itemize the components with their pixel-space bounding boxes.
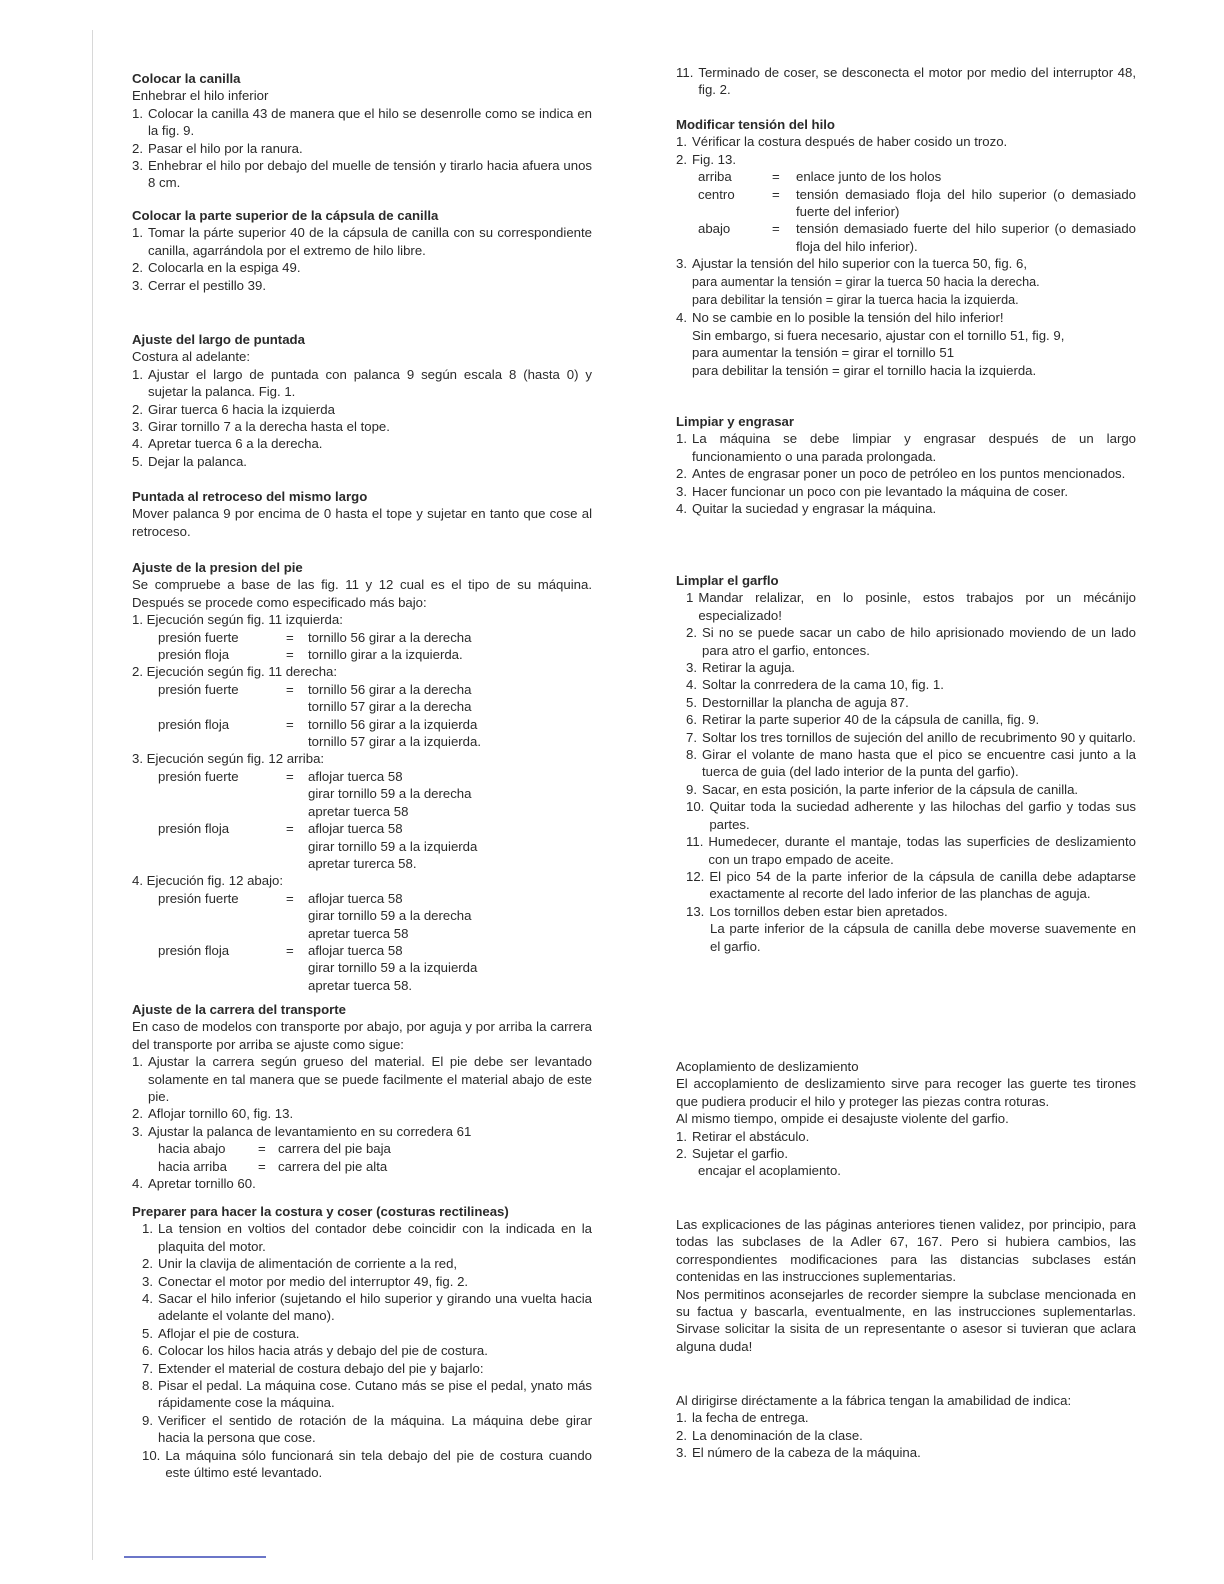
item-text: Colocarla en la espiga 49. xyxy=(148,260,301,276)
list-item xyxy=(686,676,1136,693)
section-fabrica xyxy=(676,1392,1136,1462)
item-text: La tension en voltios del contador debe coincidir con la indicada en la plaquita del motor. xyxy=(158,1221,592,1254)
item-text xyxy=(692,255,1136,309)
item-number: 1. xyxy=(676,1410,687,1426)
pressure-value xyxy=(308,681,592,716)
item-number: 3. xyxy=(132,1123,143,1139)
item-number: 10. xyxy=(142,1447,161,1463)
item-text: Ajustar la carrera según grueso del material. El pie debe ser levantado solamente en tal manera que se puede facilmente el material abajo de este pie. xyxy=(148,1054,592,1105)
value-line: tornillo 56 girar a la izquierda xyxy=(308,716,478,732)
paragraph: Al dirigirse diréctamente a la fábrica tengan la amabilidad de indica: xyxy=(676,1393,1072,1408)
numbered-list xyxy=(676,589,1136,920)
item-number: 3. xyxy=(142,1273,153,1289)
pressure-label: presión fuerte xyxy=(158,890,239,906)
list-item xyxy=(132,105,592,140)
list-item xyxy=(676,500,1136,517)
item-number: 3. xyxy=(676,256,687,272)
item-number: 3. xyxy=(132,277,143,293)
item-number: 1. xyxy=(676,134,687,150)
item-text: Pisar el pedal. La máquina cose. Cutano más se pise el pedal, ynato más rápidamente cose la máquina. xyxy=(158,1378,592,1411)
item-number: 2. xyxy=(676,151,687,167)
item-text: Hacer funcionar un poco con pie levantado la máquina de coser. xyxy=(692,483,1069,499)
ejecucion-4 xyxy=(132,872,592,994)
item-text: Ajustar la palanca de levantamiento en su corredera 61 xyxy=(148,1123,472,1139)
list-item xyxy=(686,694,1136,711)
item-text: La máquina sólo funcionará sin tela debajo del pie de costura cuando este último esté levantado. xyxy=(165,1447,592,1481)
text-line: Ajustar la tensión del hilo superior con la tuerca 50, fig. 6, xyxy=(692,256,1028,272)
item-number: 2. xyxy=(676,466,687,482)
numbered-list xyxy=(132,105,592,192)
list-item xyxy=(676,430,1136,465)
value-line: tornillo 56 girar a la derecha xyxy=(308,681,472,697)
section-presion-pie xyxy=(132,559,592,994)
list-item xyxy=(676,64,1136,99)
item-number: 1. xyxy=(676,1128,687,1144)
pressure-value xyxy=(308,716,592,751)
item-number: 11. xyxy=(686,834,704,850)
list-item xyxy=(686,798,1136,833)
item-text: Fig. 13. xyxy=(692,151,736,167)
list-item xyxy=(142,1412,592,1447)
pressure-label: presión fuerte xyxy=(158,681,239,697)
equals-sign: = xyxy=(772,186,780,202)
equals-sign: = xyxy=(286,681,294,697)
ejecucion-heading: 1. Ejecución según fig. 11 izquierda: xyxy=(132,612,343,628)
equals-sign: = xyxy=(258,1141,266,1157)
value-line: apretar turerca 58. xyxy=(308,855,417,871)
equals-sign: = xyxy=(286,942,294,958)
item-text: Girar tornillo 7 a la derecha hasta el tope. xyxy=(148,419,390,435)
ejecucion-heading: 4. Ejecución fig. 12 abajo: xyxy=(132,873,284,889)
section-title: Ajuste de la carrera del transporte xyxy=(132,1002,347,1017)
equals-sign: = xyxy=(286,821,294,837)
list-item xyxy=(132,224,592,259)
list-item xyxy=(132,453,592,470)
ejecucion-2 xyxy=(132,663,592,750)
list-item xyxy=(132,1123,592,1140)
pressure-row xyxy=(132,768,592,820)
section-ajuste-largo xyxy=(132,331,592,470)
item-text: Sacar el hilo inferior (sujetando el hilo superior y girando una vuelta hacia adelante el volante del mano). xyxy=(158,1291,592,1324)
item-number: 9. xyxy=(142,1412,153,1428)
equals-sign: = xyxy=(286,629,294,645)
item-text: Conectar el motor por medio del interruptor 49, fig. 2. xyxy=(158,1273,469,1289)
section-title: Acoplamiento de deslizamiento xyxy=(676,1059,859,1074)
section-title: Colocar la canilla xyxy=(132,71,241,86)
list-item xyxy=(686,746,1136,781)
pressure-row xyxy=(132,681,592,716)
tension-label: abajo xyxy=(698,221,731,237)
item-number: 3. xyxy=(676,1445,687,1461)
item-number: 3. xyxy=(132,158,143,174)
item-number: 2. xyxy=(686,625,697,641)
item-number: 4. xyxy=(132,1176,143,1192)
equals-sign: = xyxy=(286,647,294,663)
carrera-label: hacia abajo xyxy=(158,1141,226,1157)
tension-row xyxy=(676,168,1136,185)
value-line: aflojar tuerca 58 xyxy=(308,821,403,837)
section-carrera-transporte xyxy=(132,1001,592,1192)
value-line: aflojar tuerca 58 xyxy=(308,768,403,784)
value-line: girar tornillo 59 a la izquierda xyxy=(308,960,478,976)
item-text: Verificer el sentido de rotación de la máquina. La máquina debe girar hacia la persona que cose. xyxy=(158,1412,592,1446)
item-text: Los tornillos deben estar bien apretados. xyxy=(709,903,948,919)
equals-sign: = xyxy=(286,890,294,906)
paragraph: Las explicaciones de las páginas anteriores tienen validez, por principio, para todas las subclases de la Adler 67, 167. Pero si hubiera cambios, las correspondientes modificaciones para las distancias subclases están contenidas en las instrucciones suplementarias. xyxy=(676,1217,1136,1285)
item-text: Tomar la párte superior 40 de la cápsula de canilla con su correspondiente canilla, agarrándola por el extremo de hilo libre. xyxy=(148,225,592,258)
list-item xyxy=(132,1053,592,1105)
item-text: Soltar la conrredera de la cama 10, fig. 1. xyxy=(702,677,944,693)
list-item xyxy=(132,140,592,157)
section-title: Limplar el garflo xyxy=(676,573,779,588)
item-number: 1 xyxy=(686,590,694,606)
item-number: 3. xyxy=(132,419,143,435)
item-text: la fecha de entrega. xyxy=(692,1410,809,1426)
item-text: Quitar toda la suciedad adherente y las hilochas del garfio y todas sus partes. xyxy=(709,799,1136,832)
paragraph: Al mismo tiempo, ompide ei desajuste violente del garfio. xyxy=(676,1111,1009,1127)
item-text: Girar tuerca 6 hacia la izquierda xyxy=(148,401,335,417)
carrera-value: carrera del pie alta xyxy=(278,1158,388,1174)
pressure-value xyxy=(308,890,592,942)
value-line: apretar tuerca 58 xyxy=(308,925,409,941)
list-item xyxy=(132,435,592,452)
list-item xyxy=(142,1342,592,1359)
list-item xyxy=(676,465,1136,482)
item-text: Enhebrar el hilo por debajo del muelle de tensión y tirarlo hacia afuera unos 8 cm. xyxy=(148,158,592,191)
section-title: Modificar tensión del hilo xyxy=(676,117,835,132)
list-item xyxy=(686,903,1136,920)
item-text: Retirar el abstáculo. xyxy=(692,1128,810,1144)
section-limpiar-garflo xyxy=(676,572,1136,955)
value-line: aflojar tuerca 58 xyxy=(308,890,403,906)
section-title: Colocar la parte superior de la cápsula de canilla xyxy=(132,208,439,223)
ejecucion-3 xyxy=(132,750,592,872)
item-text: Apretar tuerca 6 a la derecha. xyxy=(148,436,323,452)
text-line: No se cambie en lo posible la tensión del hilo inferior! xyxy=(692,310,1004,326)
list-item xyxy=(686,624,1136,659)
pressure-row xyxy=(132,629,592,646)
item-text: La máquina se debe limpiar y engrasar después de un largo funcionamiento o una parada prolongada. xyxy=(692,431,1136,464)
list-item xyxy=(676,483,1136,500)
item-text: Apretar tornillo 60. xyxy=(148,1176,256,1192)
item-number: 12. xyxy=(686,868,705,884)
section-title: Ajuste del largo de puntada xyxy=(132,332,305,347)
item-number: 2. xyxy=(142,1256,153,1272)
numbered-list xyxy=(676,1409,1136,1461)
item-number: 4. xyxy=(142,1291,153,1307)
list-item xyxy=(686,833,1136,868)
list-item xyxy=(142,1377,592,1412)
list-item xyxy=(142,1325,592,1342)
ejecucion-heading: 3. Ejecución según fig. 12 arriba: xyxy=(132,751,325,767)
item-text: Soltar los tres tornillos de sujeción del anillo de recubrimento 90 y quitarlo. xyxy=(702,729,1136,745)
footer-rule xyxy=(124,1556,266,1558)
tension-value: enlace junto de los holos xyxy=(796,169,942,185)
section-preparar-costura xyxy=(132,1203,592,1482)
garflo-note: La parte inferior de la cápsula de canilla debe moverse suavemente en el garfio. xyxy=(710,921,1136,954)
item-text: Aflojar el pie de costura. xyxy=(158,1325,300,1341)
text-line: para aumentar la tensión = girar la tuerca 50 hacia la derecha. xyxy=(692,274,1040,289)
list-item xyxy=(676,1145,1136,1162)
pressure-row xyxy=(132,716,592,751)
item-number: 4. xyxy=(132,436,143,452)
section-title: Limpiar y engrasar xyxy=(676,414,795,429)
item-text: Quitar la suciedad y engrasar la máquina. xyxy=(692,501,937,517)
numbered-list xyxy=(132,366,592,470)
list-item xyxy=(686,781,1136,798)
list-item xyxy=(142,1360,592,1377)
item-text: Retirar la aguja. xyxy=(702,660,796,676)
item-number: 4. xyxy=(676,310,687,326)
item-text: La denominación de la clase. xyxy=(692,1427,863,1443)
list-item xyxy=(676,1444,1136,1461)
item-number: 10. xyxy=(686,799,705,815)
item-number: 6. xyxy=(142,1343,153,1359)
section-colocar-capsula xyxy=(132,207,592,294)
list-item xyxy=(132,1175,592,1192)
pressure-row xyxy=(132,820,592,872)
item-number: 6. xyxy=(686,712,697,728)
pressure-row xyxy=(132,646,592,663)
value-line: girar tornillo 59 a la derecha xyxy=(308,908,472,924)
equals-sign: = xyxy=(286,716,294,732)
item-text: Colocar los hilos hacia atrás y debajo del pie de costura. xyxy=(158,1343,488,1359)
item-number: 5. xyxy=(142,1325,153,1341)
item-subtext: encajar el acoplamiento. xyxy=(698,1163,841,1179)
item-text: Terminado de coser, se desconecta el motor por medio del interruptor 48, fig. 2. xyxy=(698,65,1136,98)
item-number: 3. xyxy=(686,660,697,676)
tension-row xyxy=(676,186,1136,221)
list-item xyxy=(686,659,1136,676)
list-item xyxy=(132,157,592,192)
section-limpiar-engrasar xyxy=(676,413,1136,517)
pressure-label: presión floja xyxy=(158,647,230,663)
item-text: Destornillar la plancha de aguja 87. xyxy=(702,694,909,710)
list-item xyxy=(686,868,1136,903)
list-item xyxy=(132,401,592,418)
list-item xyxy=(132,259,592,276)
item-number: 4. xyxy=(686,677,697,693)
text-line: para debilitar la tensión = girar la tuerca hacia la izquierda. xyxy=(692,293,1019,308)
scan-edge-line xyxy=(92,30,93,1560)
section-intro: Se compruebe a base de las fig. 11 y 12 cual es el tipo de su máquina. Después se procede como especificado más bajo: xyxy=(132,577,592,610)
item-text: Dejar la palanca. xyxy=(148,453,247,469)
section-explicaciones xyxy=(676,1216,1136,1355)
list-item xyxy=(142,1447,592,1482)
item-number: 1. xyxy=(132,225,143,241)
item-text: Extender el material de costura debajo del pie y bajarlo: xyxy=(158,1360,484,1376)
item-number: 8. xyxy=(686,747,697,763)
item-number: 2. xyxy=(132,260,143,276)
section-subtitle: Costura al adelante: xyxy=(132,349,251,365)
section-intro: En caso de modelos con transporte por abajo, por aguja y por arriba la carrera del transporte por arriba se ajuste como sigue: xyxy=(132,1019,592,1052)
pressure-label: presión fuerte xyxy=(158,768,239,784)
item-number: 5. xyxy=(132,453,143,469)
item-terminado xyxy=(676,64,1136,99)
item-text: Retirar la parte superior 40 de la cápsula de canilla, fig. 9. xyxy=(702,712,1040,728)
list-item xyxy=(676,1427,1136,1444)
numbered-list xyxy=(132,224,592,294)
carrera-label: hacia arriba xyxy=(158,1158,227,1174)
item-text: Ajustar el largo de puntada con palanca 9 según escala 8 (hasta 0) y sujetar la palanca. Fig. 1. xyxy=(148,366,592,400)
carrera-row xyxy=(132,1140,592,1157)
item-text: Girar el volante de mano hasta que el pico se encuentre casi junto a la tuerca de guia (del lado interior de la punta del garfio). xyxy=(702,747,1136,780)
tension-row xyxy=(676,220,1136,255)
item-number: 4. xyxy=(676,501,687,517)
carrera-value: carrera del pie baja xyxy=(278,1141,391,1157)
item-text: Cerrar el pestillo 39. xyxy=(148,277,267,293)
ejecucion-heading: 2. Ejecución según fig. 11 derecha: xyxy=(132,664,338,680)
list-item xyxy=(132,366,592,401)
item-number: 1. xyxy=(142,1221,153,1237)
list-item xyxy=(142,1290,592,1325)
list-item xyxy=(676,1409,1136,1426)
item-text: Aflojar tornillo 60, fig. 13. xyxy=(148,1106,294,1122)
list-item xyxy=(676,1128,1136,1145)
pressure-value: tornillo girar a la izquierda. xyxy=(308,647,463,663)
section-modificar-tension xyxy=(676,116,1136,379)
pressure-row xyxy=(132,890,592,942)
pressure-value: tornillo 56 girar a la derecha xyxy=(308,629,472,645)
item-number: 11. xyxy=(676,65,694,80)
item-number: 1. xyxy=(132,105,143,121)
pressure-label: presión floja xyxy=(158,821,230,837)
item-text: El número de la cabeza de la máquina. xyxy=(692,1445,921,1461)
value-line: tornillo 57 girar a la derecha xyxy=(308,699,472,715)
item-number: 7. xyxy=(686,729,697,745)
text-line: para aumentar la tensión = girar el tornillo 51 xyxy=(692,345,955,361)
item-number: 3. xyxy=(676,483,687,499)
item-text: Sacar, en esta posición, la parte inferior de la cápsula de canilla. xyxy=(702,781,1079,797)
list-item xyxy=(142,1220,592,1255)
item-text: Si no se puede sacar un cabo de hilo aprisionado moviendo de un lado para atro el garfio, entonces. xyxy=(702,625,1136,658)
item-number: 7. xyxy=(142,1360,153,1376)
pressure-label: presión floja xyxy=(158,716,230,732)
ejecucion-1 xyxy=(132,611,592,663)
list-item xyxy=(676,309,1136,379)
item-number: 2. xyxy=(676,1146,687,1162)
numbered-list xyxy=(676,430,1136,517)
item-number: 9. xyxy=(686,781,697,797)
section-title: Ajuste de la presion del pie xyxy=(132,560,303,575)
item-number: 5. xyxy=(686,694,697,710)
item-text: Mandar relalizar, en lo posinle, estos trabajos por un mécánijo especializado! xyxy=(698,590,1136,623)
value-line: aflojar tuerca 58 xyxy=(308,942,403,958)
text-line: Sin embargo, si fuera necesario, ajustar con el tornillo 51, fig. 9, xyxy=(692,327,1065,343)
section-subtitle: Enhebrar el hilo inferior xyxy=(132,88,269,104)
list-item xyxy=(676,255,1136,309)
item-text xyxy=(692,309,1136,379)
item-number: 8. xyxy=(142,1378,153,1394)
tension-value: tensión demasiado floja del hilo superior (o demasiado fuerte del inferior) xyxy=(796,186,1136,220)
list-item xyxy=(132,418,592,435)
item-number: 1. xyxy=(132,1054,143,1070)
tension-value: tensión demasiado fuerte del hilo superior (o demasiado floja del hilo inferior). xyxy=(796,221,1136,254)
item-text: Colocar la canilla 43 de manera que el hilo se desenrolle como se indica en la fig. 9. xyxy=(148,105,592,139)
list-item xyxy=(132,277,592,294)
pressure-label: presión floja xyxy=(158,942,230,958)
list-item xyxy=(142,1273,592,1290)
section-title: Puntada al retroceso del mismo largo xyxy=(132,489,368,504)
list-item xyxy=(676,133,1136,150)
pressure-row xyxy=(132,942,592,994)
equals-sign: = xyxy=(286,768,294,784)
pressure-label: presión fuerte xyxy=(158,629,239,645)
item-number: 1. xyxy=(676,431,687,447)
list-item xyxy=(142,1255,592,1272)
value-line: girar tornillo 59 a la izquierda xyxy=(308,838,478,854)
item-text: Antes de engrasar poner un poco de petróleo en los puntos mencionados. xyxy=(692,466,1126,482)
numbered-list xyxy=(132,1220,592,1481)
list-item xyxy=(686,711,1136,728)
list-item xyxy=(676,151,1136,168)
item-text: Sujetar el garfio. xyxy=(692,1146,789,1162)
item-text: Unir la clavija de alimentación de corriente a la red, xyxy=(158,1256,458,1272)
section-text: Mover palanca 9 por encima de 0 hasta el tope y sujetar en tanto que cose al retroceso. xyxy=(132,506,592,539)
text-line: para debilitar la tensión = girar el tornillo hacia la izquierda. xyxy=(692,362,1037,378)
section-acoplamiento xyxy=(676,1058,1136,1180)
item-number: 1. xyxy=(132,366,143,382)
item-number: 2. xyxy=(676,1427,687,1443)
pressure-value xyxy=(308,768,592,820)
list-item xyxy=(686,729,1136,746)
section-title: Preparer para hacer la costura y coser (costuras rectilineas) xyxy=(132,1204,509,1219)
item-text: Humedecer, durante el mantaje, todas las superficies de deslizamiento con un trapo empado de aceite. xyxy=(708,834,1136,867)
pressure-value xyxy=(308,942,592,994)
item-number: 2. xyxy=(132,140,143,156)
value-line: apretar tuerca 58 xyxy=(308,803,409,819)
equals-sign: = xyxy=(772,221,780,237)
item-text: Vérificar la costura después de haber cosido un trozo. xyxy=(692,134,1008,150)
tension-label: centro xyxy=(698,186,735,202)
paragraph: El accoplamiento de deslizamiento sirve para recoger las guerte tes tirones que pudiera producir el hilo y proteger las piezas contra roturas. xyxy=(676,1076,1136,1109)
item-text: Pasar el hilo por la ranura. xyxy=(148,140,303,156)
value-line: tornillo 57 girar a la izquierda. xyxy=(308,734,481,750)
pressure-value xyxy=(308,820,592,872)
section-colocar-canilla xyxy=(132,70,592,192)
value-line: apretar tuerca 58. xyxy=(308,977,413,993)
item-text: El pico 54 de la parte inferior de la cápsula de canilla debe adaptarse exactamente al recorte del lado inferior de las planchas de aguja. xyxy=(709,868,1136,902)
list-item xyxy=(686,589,1136,624)
equals-sign: = xyxy=(772,169,780,185)
value-line: girar tornillo 59 a la derecha xyxy=(308,786,472,802)
item-number: 2. xyxy=(132,1106,143,1122)
paragraph: Nos permitinos aconsejarles de recorder siempre la subclase mencionada en su factua y bascarla, eventualmente, en las instrucciones suplementarlas. Sirvase solicitar la sisita de un representante o asesor si tuvieran que aclara alguna duda! xyxy=(676,1286,1136,1354)
carrera-row xyxy=(132,1158,592,1175)
item-number: 13. xyxy=(686,903,705,919)
tension-label: arriba xyxy=(698,169,732,185)
list-item xyxy=(132,1105,592,1122)
item-number: 2. xyxy=(132,401,143,417)
equals-sign: = xyxy=(258,1158,266,1174)
section-retroceso xyxy=(132,488,592,540)
